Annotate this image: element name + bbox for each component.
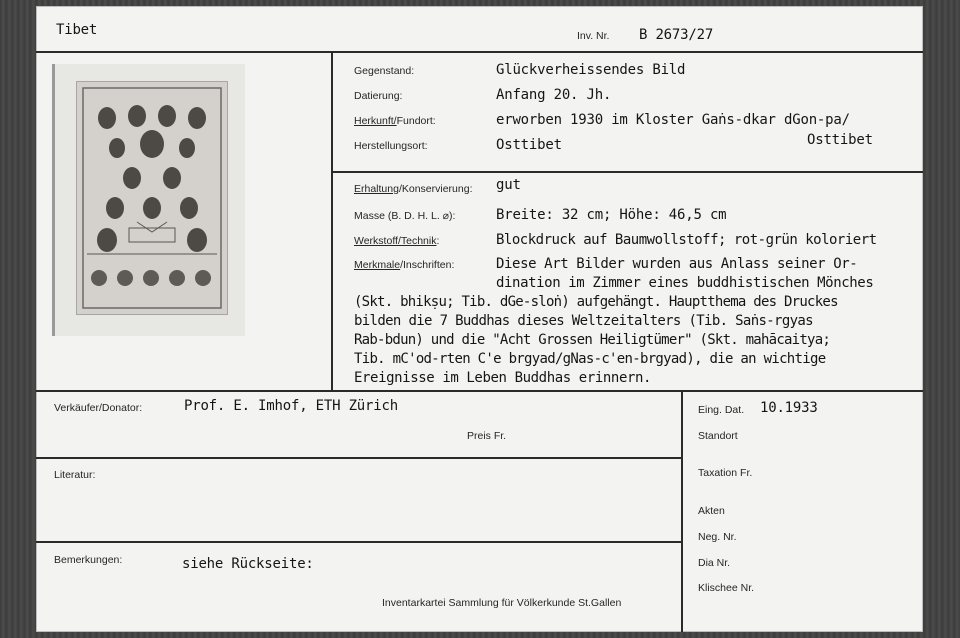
header-rule	[36, 51, 923, 53]
verkaeufer-label: Verkäufer/Donator:	[54, 402, 143, 414]
inventory-card	[36, 6, 923, 632]
description-line: dination im Zimmer eines buddhistischen Mönches	[496, 275, 874, 291]
bemerkungen-value: siehe Rückseite:	[182, 556, 314, 572]
inv-nr-label: Inv. Nr.	[577, 30, 610, 42]
description-line: (Skt. bhikṣu; Tib. dGe-sloṅ) aufgehängt. Hauptthema des Druckes	[354, 294, 838, 310]
masse-label: Masse (B. D. H. L. ⌀):	[354, 210, 456, 222]
middle-rule	[36, 390, 923, 392]
lower-rule-1	[36, 457, 681, 459]
gegenstand-value: Glückverheissendes Bild	[496, 62, 686, 78]
standort-label: Standort	[698, 430, 738, 442]
herkunft-value-line2: Osttibet	[807, 132, 873, 148]
masse-value: Breite: 32 cm; Höhe: 46,5 cm	[496, 207, 727, 223]
merkmale-label: Merkmale/Inschriften:	[354, 259, 455, 271]
erhaltung-value: gut	[496, 177, 521, 193]
werkstoff-value: Blockdruck auf Baumwollstoff; rot-grün koloriert	[496, 232, 877, 248]
herstellungsort-label: Herstellungsort:	[354, 140, 428, 152]
buddha-figures-icon	[77, 82, 227, 314]
inv-nr-value: B 2673/27	[639, 27, 714, 43]
card-footer: Inventarkartei Sammlung für Völkerkunde St.Gallen	[382, 597, 622, 609]
herkunft-value: erworben 1930 im Kloster Gaṅs-dkar dGon-pa/	[496, 112, 850, 128]
datierung-label: Datierung:	[354, 90, 403, 102]
bemerkungen-label: Bemerkungen:	[54, 554, 123, 566]
werkstoff-label: Werkstoff/Technik:	[354, 235, 440, 247]
datierung-value: Anfang 20. Jh.	[496, 87, 612, 103]
description-line: Diese Art Bilder wurden aus Anlass seiner Or-	[496, 256, 858, 272]
klischee-nr-label: Klischee Nr.	[698, 582, 755, 594]
dia-nr-label: Dia Nr.	[698, 557, 731, 569]
eing-dat-value: 10.1933	[760, 400, 818, 416]
akten-label: Akten	[698, 505, 725, 517]
herstellungsort-value: Osttibet	[496, 137, 562, 153]
fields-rule	[333, 171, 923, 173]
thangka-print-image	[77, 82, 227, 314]
herkunft-label: Herkunft/Fundort:	[354, 115, 436, 127]
neg-nr-label: Neg. Nr.	[698, 531, 737, 543]
description-line: Ereignisse im Leben Buddhas erinnern.	[354, 370, 652, 386]
right-panel-divider	[681, 391, 683, 632]
description-line: bilden die 7 Buddhas dieses Weltzeitalters (Tib. Saṅs-rgyas	[354, 313, 813, 329]
erhaltung-label: Erhaltung/Konservierung:	[354, 183, 473, 195]
verkaeufer-value: Prof. E. Imhof, ETH Zürich	[184, 398, 398, 414]
literatur-label: Literatur:	[54, 469, 96, 481]
eing-dat-label: Eing. Dat.	[698, 404, 745, 416]
lower-rule-2	[36, 541, 681, 543]
photo-divider	[331, 52, 333, 390]
description-line: Rab-bdun) und die "Acht Grossen Heiligtümer" (Skt. mahācaitya;	[354, 332, 831, 348]
gegenstand-label: Gegenstand:	[354, 65, 415, 77]
preis-label: Preis Fr.	[467, 430, 507, 442]
taxation-label: Taxation Fr.	[698, 467, 753, 479]
description-line: Tib. mC'od-rten C'e brgyad/gNas-c'en-brgyad), die an wichtige	[354, 351, 826, 367]
culture-value: Tibet	[56, 22, 98, 38]
object-photo	[52, 64, 245, 336]
